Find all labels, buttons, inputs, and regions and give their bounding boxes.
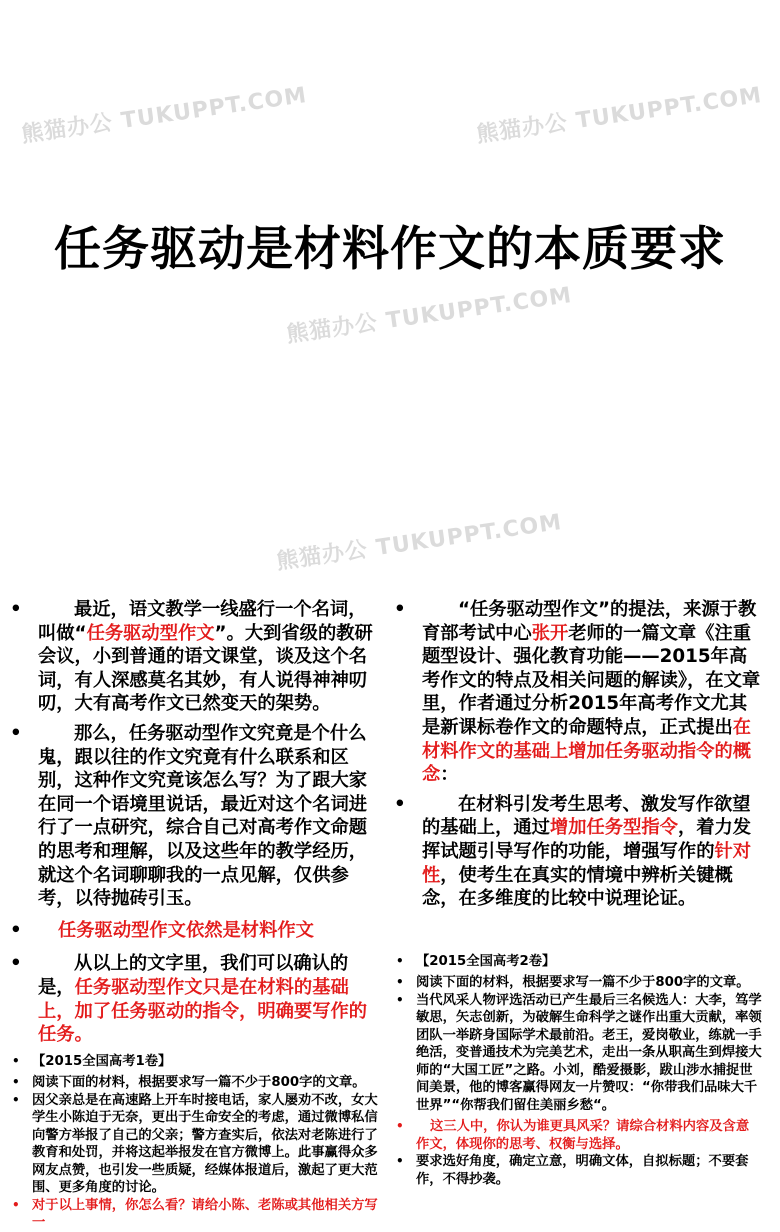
bullet-icon: • <box>396 1119 404 1134</box>
exam-item: • 阅读下面的材料，根据要求写一篇不少于800字的文章。 <box>396 975 750 991</box>
exam-task: • 这三人中，你认为谁更具风采？请综合材料内容及含意作文，体现你的思考、权衡与选择。 <box>396 1119 750 1152</box>
right-paragraph-2: • 在材料引发考生思考、激发写作欲望的基础上，通过增加任务型指令，着力发挥试题引导写作的功能，增强写作的针对性，使考生在真实的情境中辨析关键概念，在多维度的比较中说理论证。 <box>394 793 752 910</box>
watermark: 熊猫办公 TUKUPPT.COM <box>284 283 574 348</box>
right-paragraph-1: • “任务驱动型作文”的提法，来源于教育部考试中心张开老师的一篇文章《注重题型设计、强化教育功能——2015年高考作文的特点及相关问题的解读》，在文章里，作者通过分析2015年高考作文尤其是新课标卷作文的命题特点，正式提出在材料作文的基础上增加任务驱动指令的概念： <box>394 599 761 786</box>
watermark: 熊猫办公 TUKUPPT.COM <box>19 83 309 148</box>
watermark: 熊猫办公 TUKUPPT.COM <box>274 510 564 575</box>
bullet-icon: • <box>394 793 406 815</box>
right-column <box>392 598 762 1188</box>
bullet-icon: • <box>12 1092 20 1107</box>
page-title: 任务驱动是材料作文的本质要求 <box>54 222 726 277</box>
bullet-icon: • <box>10 953 22 975</box>
bullet-icon: • <box>396 992 404 1007</box>
exam-task: • 对于以上事情，你怎么看？请给小陈、老陈或其他相关方写一 <box>12 1197 378 1231</box>
bullet-icon: • <box>12 1075 20 1090</box>
watermark: 熊猫办公 TUKUPPT.COM <box>474 83 764 148</box>
bullet-icon: • <box>12 1197 20 1212</box>
exam-heading: • 【2015全国高考1卷】 <box>12 1053 172 1069</box>
left-paragraph-1: • 最近，语文教学一线盛行一个名词，叫做“任务驱动型作文”。大到省级的教研会议，小到普通的语文课堂，谈及这个名词，有人深感莫名其妙，有人说得神神叨叨，大有高考作文已然变天的架势。 <box>10 599 373 715</box>
exam-requirement: • 要求选好角度，确定立意，明确文体，自拟标题；不要套作，不得抄袭。 <box>396 1154 749 1187</box>
exam-item: • 因父亲总是在高速路上开车时接电话，家人屡劝不改，女大学生小陈迫于无奈，更出于生命安全的考虑，通过微博私信向警方举报了自己的父亲；警方查实后，依法对老陈进行了教育和处罚，并将这起举报发在官方微博上。此事赢得众多网友点赞，也引发一些质疑，经媒体报道后，激起了更大范围、更多角度的讨论。 <box>12 1092 378 1196</box>
bullet-icon: • <box>10 599 22 620</box>
exam-heading: • 【2015全国高考2卷】 <box>396 953 556 969</box>
left-column <box>8 598 384 1232</box>
left-paragraph-4: • 从以上的文字里，我们可以确认的是，任务驱动型作文只是在材料的基础上，加了任务驱动的指令，明确要写作的任务。 <box>10 953 368 1046</box>
bullet-icon: • <box>396 953 404 968</box>
exam-item: • 当代风采人物评选活动已产生最后三名候选人：大李，笃学敏思，矢志创新，为破解生命科学之谜作出重大贡献，率领团队一举跻身国际学术最前沿。老王，爱岗敬业，练就一手绝活，变普通技术为完美艺术，走出一条从职高生到焊接大师的“大国工匠”之路。小刘，酷爱摄影，跋山涉水捕捉世间美景，他的博客赢得网友一片赞叹：“你带我们品味大千世界”“你帮我们留住美丽乡愁“。 <box>396 992 762 1113</box>
bullet-icon: • <box>10 919 22 941</box>
left-heading: • 任务驱动型作文依然是材料作文 <box>10 919 314 941</box>
exam-item: • 阅读下面的材料，根据要求写一篇不少于800字的文章。 <box>12 1075 366 1091</box>
bullet-icon: • <box>12 1053 20 1068</box>
bullet-icon: • <box>396 1154 404 1169</box>
bullet-icon: • <box>394 599 406 620</box>
bullet-icon: • <box>10 722 22 744</box>
bullet-icon: • <box>396 975 404 990</box>
left-paragraph-2: • 那么，任务驱动型作文究竟是个什么鬼，跟以往的作文究竟有什么联系和区别，这种作文究竟该怎么写？为了跟大家在同一个语境里说话，最近对这个名词进行了一点研究，综合自己对高考作文命题的思考和理解，以及这些年的教学经历，就这个名词聊聊我的一点见解，仅供参考，以待抛砖引玉。 <box>10 722 368 910</box>
